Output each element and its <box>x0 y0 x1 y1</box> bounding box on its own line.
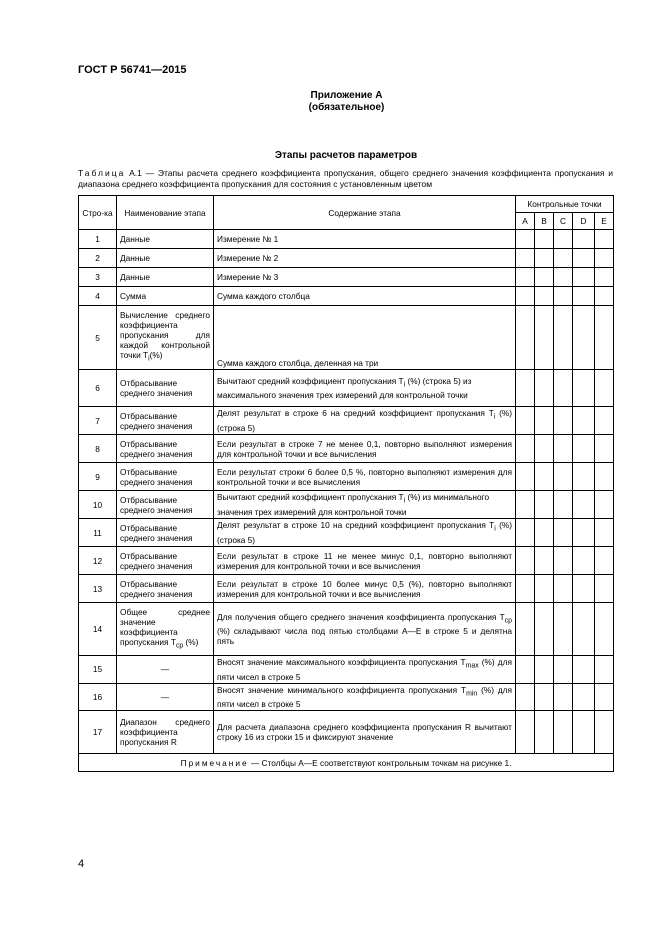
stage-content-cell <box>214 407 516 435</box>
control-point-cell-e <box>595 463 614 491</box>
control-point-cell-e <box>595 370 614 407</box>
stage-content-text: Для расчета диапазона среднего коэффициента пропускания R вычитают строку 16 из строки 15 и фиксируют значение <box>217 722 512 743</box>
control-point-cell-b <box>535 370 554 407</box>
stage-name-text: Отбрасывание среднего значения <box>120 550 193 571</box>
header-point-d: D <box>573 213 595 230</box>
table-row <box>79 463 614 491</box>
control-point-cell-a <box>516 519 535 547</box>
table-body <box>79 230 614 772</box>
control-point-cell-a <box>516 603 535 656</box>
stage-content-cell <box>214 435 516 463</box>
stage-content-cell <box>214 547 516 575</box>
control-point-cell-d <box>573 268 595 287</box>
control-point-cell-c <box>554 463 573 491</box>
section-title: Этапы расчетов параметров <box>274 150 418 161</box>
control-point-cell-a <box>516 463 535 491</box>
appendix-title: Приложение А <box>310 90 383 101</box>
document-code: ГОСТ Р 56741—2015 <box>78 64 187 76</box>
row-number-cell: 17 <box>79 711 117 754</box>
control-point-cell-c <box>554 711 573 754</box>
control-point-cell-a <box>516 287 535 306</box>
control-point-cell-d <box>573 519 595 547</box>
stage-content-suffix: (%) (строка 5) <box>217 408 512 433</box>
row-number-cell: 9 <box>79 463 117 491</box>
stage-name-cell <box>117 370 214 407</box>
stage-content-text: Делят результат в строке 6 на средний коэффициент пропускания T <box>217 408 494 419</box>
control-point-cell-a <box>516 683 535 711</box>
control-point-cell-b <box>535 230 554 249</box>
control-point-cell-b <box>535 463 554 491</box>
control-point-cell-d <box>573 435 595 463</box>
table-row <box>79 491 614 519</box>
stage-content-suffix: (%) из минимального значения трех измерений для контрольной точки <box>217 492 490 517</box>
header-point-e: E <box>595 213 614 230</box>
stage-name-cell <box>117 435 214 463</box>
table-caption-label: Таблица <box>78 168 126 178</box>
table-caption <box>78 168 613 190</box>
stage-content-subscript: i <box>403 497 406 505</box>
stage-name-cell <box>117 711 214 754</box>
control-point-cell-d <box>573 603 595 656</box>
control-point-cell-c <box>554 268 573 287</box>
header-point-c: C <box>554 213 573 230</box>
control-point-cell-e <box>595 435 614 463</box>
control-point-cell-e <box>595 249 614 268</box>
control-point-cell-b <box>535 287 554 306</box>
stage-content-text: Если результат в строке 10 более минус 0,5 (%), повторно выполняют измерения для контрольной точки и все вычисления <box>217 578 512 599</box>
stages-table <box>78 195 614 772</box>
control-point-cell-b <box>535 547 554 575</box>
stage-content-text: Измерение № 2 <box>217 253 279 263</box>
stage-name-cell <box>117 306 214 370</box>
control-point-cell-c <box>554 306 573 370</box>
appendix-status: (обязательное) <box>308 102 385 113</box>
control-point-cell-e <box>595 491 614 519</box>
control-point-cell-c <box>554 683 573 711</box>
stage-content-text: Вносят значение максимального коэффициента пропускания T <box>217 657 466 667</box>
stage-name-subscript: i <box>148 355 150 363</box>
table-row <box>79 370 614 407</box>
control-point-cell-e <box>595 683 614 711</box>
control-point-cell-d <box>573 575 595 603</box>
stage-content-text: Если результат в строке 11 не менее минус 0,1, повторно выполняют измерения для контрольной точки и все вычисления <box>217 550 512 571</box>
control-point-cell-e <box>595 711 614 754</box>
control-point-cell-b <box>535 575 554 603</box>
control-point-cell-d <box>573 656 595 684</box>
control-point-cell-e <box>595 547 614 575</box>
control-point-cell-a <box>516 407 535 435</box>
stage-content-cell <box>214 230 516 249</box>
control-point-cell-a <box>516 711 535 754</box>
table-row <box>79 287 614 306</box>
control-point-cell-a <box>516 435 535 463</box>
stage-name-cell <box>117 287 214 306</box>
control-point-cell-e <box>595 287 614 306</box>
control-point-cell-d <box>573 407 595 435</box>
stage-content-subscript: min <box>466 690 478 698</box>
stage-name-cell <box>117 683 214 711</box>
control-point-cell-c <box>554 656 573 684</box>
stage-content-cell <box>214 463 516 491</box>
control-point-cell-b <box>535 519 554 547</box>
stage-name-cell <box>117 547 214 575</box>
stage-name-cell <box>117 230 214 249</box>
control-point-cell-a <box>516 370 535 407</box>
row-number-cell: 2 <box>79 249 117 268</box>
stage-name-cell <box>117 407 214 435</box>
stage-content-cell <box>214 249 516 268</box>
stage-content-cell <box>214 268 516 287</box>
stage-content-suffix: (%) складывают числа под пятью столбцами A—E в строке 5 и делятна пять <box>217 626 512 647</box>
table-row <box>79 306 614 370</box>
stage-name-cell <box>117 603 214 656</box>
control-point-cell-a <box>516 575 535 603</box>
control-point-cell-b <box>535 407 554 435</box>
page-number: 4 <box>78 858 85 870</box>
control-point-cell-d <box>573 306 595 370</box>
stage-name-cell <box>117 519 214 547</box>
control-point-cell-e <box>595 268 614 287</box>
row-number-cell: 13 <box>79 575 117 603</box>
control-point-cell-d <box>573 230 595 249</box>
table-row <box>79 603 614 656</box>
control-point-cell-b <box>535 435 554 463</box>
control-point-cell-c <box>554 407 573 435</box>
stage-content-subscript: i <box>493 413 496 421</box>
control-point-cell-e <box>595 306 614 370</box>
stage-name-cell <box>117 463 214 491</box>
stage-name-text: Данные <box>120 253 150 263</box>
stage-content-cell <box>214 711 516 754</box>
control-point-cell-a <box>516 656 535 684</box>
stage-content-text: Для получения общего среднего значения коэффициента пропускания T <box>217 611 505 622</box>
stage-name-text: Данные <box>120 272 150 282</box>
stage-content-suffix: (%) для пяти чисел в строке 5 <box>217 657 512 682</box>
header-point-a: A <box>516 213 535 230</box>
stage-name-subscript: ср <box>175 642 184 650</box>
control-point-cell-c <box>554 230 573 249</box>
header-point-b: B <box>535 213 554 230</box>
stage-content-text: Измерение № 1 <box>217 234 279 244</box>
stage-content-text: Вычитают средний коэффициент пропускания T <box>217 492 404 503</box>
stage-content-text: Если результат в строке 7 не менее 0,1, повторно выполняют измерения для контрольной точки и все вычисления <box>217 438 512 459</box>
control-point-cell-b <box>535 656 554 684</box>
control-point-cell-c <box>554 287 573 306</box>
stage-content-suffix: (%) для пяти чисел в строке 5 <box>217 684 512 710</box>
stage-content-cell <box>214 603 516 656</box>
stage-content-subscript: i <box>403 381 406 389</box>
table-note-text: — Столбцы А—Е соответствуют контрольным точкам на рисунке 1. <box>248 757 512 768</box>
control-point-cell-a <box>516 306 535 370</box>
stage-content-cell <box>214 491 516 519</box>
control-point-cell-e <box>595 656 614 684</box>
stage-content-text: Сумма каждого столбца <box>217 291 310 301</box>
control-point-cell-c <box>554 575 573 603</box>
control-point-cell-d <box>573 249 595 268</box>
stage-content-cell <box>214 656 516 684</box>
control-point-cell-d <box>573 547 595 575</box>
row-number-cell: 12 <box>79 547 117 575</box>
row-number-cell: 1 <box>79 230 117 249</box>
stage-name-text: Отбрасывание среднего значения <box>120 466 193 487</box>
control-point-cell-a <box>516 547 535 575</box>
row-number-cell: 10 <box>79 491 117 519</box>
table-row <box>79 407 614 435</box>
table-row <box>79 656 614 684</box>
stage-name-text: Общее среднее значение коэффициента пропускания T <box>120 606 210 647</box>
table-row <box>79 435 614 463</box>
row-number-cell: 15 <box>79 656 117 684</box>
control-point-cell-d <box>573 287 595 306</box>
stage-content-suffix: (%) (строка 5) из максимального значения трех измерений для контрольной точки <box>217 375 472 401</box>
stage-content-text: Вносят значение минимального коэффициента пропускания T <box>217 684 467 695</box>
control-point-cell-c <box>554 249 573 268</box>
table-row <box>79 519 614 547</box>
stage-name-text: Отбрасывание среднего значения <box>120 578 193 599</box>
stage-content-subscript: ср <box>504 617 512 625</box>
control-point-cell-b <box>535 306 554 370</box>
table-note-label: Примечание <box>180 757 249 768</box>
stage-name-text: Отбрасывание среднего значения <box>120 522 193 543</box>
control-point-cell-d <box>573 463 595 491</box>
control-point-cell-a <box>516 491 535 519</box>
control-point-cell-b <box>535 603 554 656</box>
control-point-cell-e <box>595 230 614 249</box>
control-point-cell-b <box>535 711 554 754</box>
control-point-cell-e <box>595 575 614 603</box>
control-point-cell-c <box>554 491 573 519</box>
control-point-cell-c <box>554 603 573 656</box>
control-point-cell-b <box>535 683 554 711</box>
control-point-cell-b <box>535 249 554 268</box>
stage-content-subscript: i <box>494 525 496 533</box>
row-number-cell: 11 <box>79 519 117 547</box>
stage-name-text: Отбрасывание среднего значения <box>120 378 193 398</box>
stage-content-cell <box>214 683 516 711</box>
stage-name-suffix: (%) <box>149 350 163 361</box>
stage-content-cell <box>214 575 516 603</box>
control-point-cell-c <box>554 435 573 463</box>
control-point-cell-c <box>554 370 573 407</box>
stage-name-text: Сумма <box>120 291 147 301</box>
stage-name-text: Вычисление среднего коэффициента пропускания для каждой контрольной точки T <box>120 310 210 361</box>
stage-name-text: Отбрасывание среднего значения <box>120 410 193 431</box>
header-control-points: Контрольные точки <box>516 196 614 213</box>
header-content: Содержание этапа <box>214 196 516 230</box>
stage-content-cell <box>214 519 516 547</box>
row-number-cell: 8 <box>79 435 117 463</box>
stage-content-cell <box>214 287 516 306</box>
stage-content-text: Делят результат в строке 10 на средний коэффициент пропускания T <box>217 520 495 531</box>
row-number-cell: 4 <box>79 287 117 306</box>
control-point-cell-a <box>516 249 535 268</box>
header-row-number: Стро-ка <box>79 196 117 230</box>
row-number-cell: 16 <box>79 683 117 711</box>
stage-name-text: — <box>160 664 170 675</box>
table-note-row <box>79 754 614 772</box>
control-point-cell-e <box>595 519 614 547</box>
stage-content-text: Если результат строки 6 более 0,5 %, повторно выполняют измерения для контрольной точки и все вычисления <box>217 466 512 487</box>
stage-content-text: Сумма каждого столбца, деленная на три <box>217 358 379 368</box>
stage-name-cell <box>117 575 214 603</box>
table-row <box>79 575 614 603</box>
control-point-cell-d <box>573 683 595 711</box>
control-point-cell-c <box>554 547 573 575</box>
control-point-cell-d <box>573 370 595 407</box>
stage-content-text: Вычитают средний коэффициент пропускания T <box>217 375 404 386</box>
table-row <box>79 711 614 754</box>
row-number-cell: 5 <box>79 306 117 370</box>
control-point-cell-d <box>573 491 595 519</box>
stage-content-suffix: (%) (строка 5) <box>217 520 512 545</box>
stage-name-cell <box>117 249 214 268</box>
stage-content-text: Измерение № 3 <box>217 272 279 282</box>
stage-name-text: Диапазон среднего коэффициента пропускания R <box>120 717 210 748</box>
stage-name-text: Отбрасывание среднего значения <box>120 438 193 459</box>
stage-name-text: Данные <box>120 234 150 244</box>
row-number-cell: 3 <box>79 268 117 287</box>
row-number-cell: 6 <box>79 370 117 407</box>
stage-name-cell <box>117 491 214 519</box>
stage-name-text: — <box>160 691 170 702</box>
table-row <box>79 268 614 287</box>
table-caption-text: А.1 — Этапы расчета среднего коэффициента пропускания, общего среднего значения коэффициента пропускания и диапазона среднего коэффициента пропускания для состояния с установленным цветом <box>78 168 613 189</box>
stage-content-cell <box>214 370 516 407</box>
stage-name-suffix: (%) <box>183 636 199 647</box>
table-row <box>79 249 614 268</box>
header-stage-name: Наименование этапа <box>117 196 214 230</box>
control-point-cell-e <box>595 603 614 656</box>
table-row <box>79 683 614 711</box>
control-point-cell-b <box>535 268 554 287</box>
stage-content-cell <box>214 306 516 370</box>
stage-name-cell <box>117 268 214 287</box>
control-point-cell-c <box>554 519 573 547</box>
stage-content-subscript: max <box>465 662 479 670</box>
control-point-cell-e <box>595 407 614 435</box>
control-point-cell-b <box>535 491 554 519</box>
stage-name-text: Отбрасывание среднего значения <box>120 494 193 515</box>
table-note <box>79 754 614 772</box>
control-point-cell-d <box>573 711 595 754</box>
row-number-cell: 14 <box>79 603 117 656</box>
table-row <box>79 547 614 575</box>
stage-name-cell <box>117 656 214 684</box>
control-point-cell-a <box>516 268 535 287</box>
row-number-cell: 7 <box>79 407 117 435</box>
table-row <box>79 230 614 249</box>
control-point-cell-a <box>516 230 535 249</box>
